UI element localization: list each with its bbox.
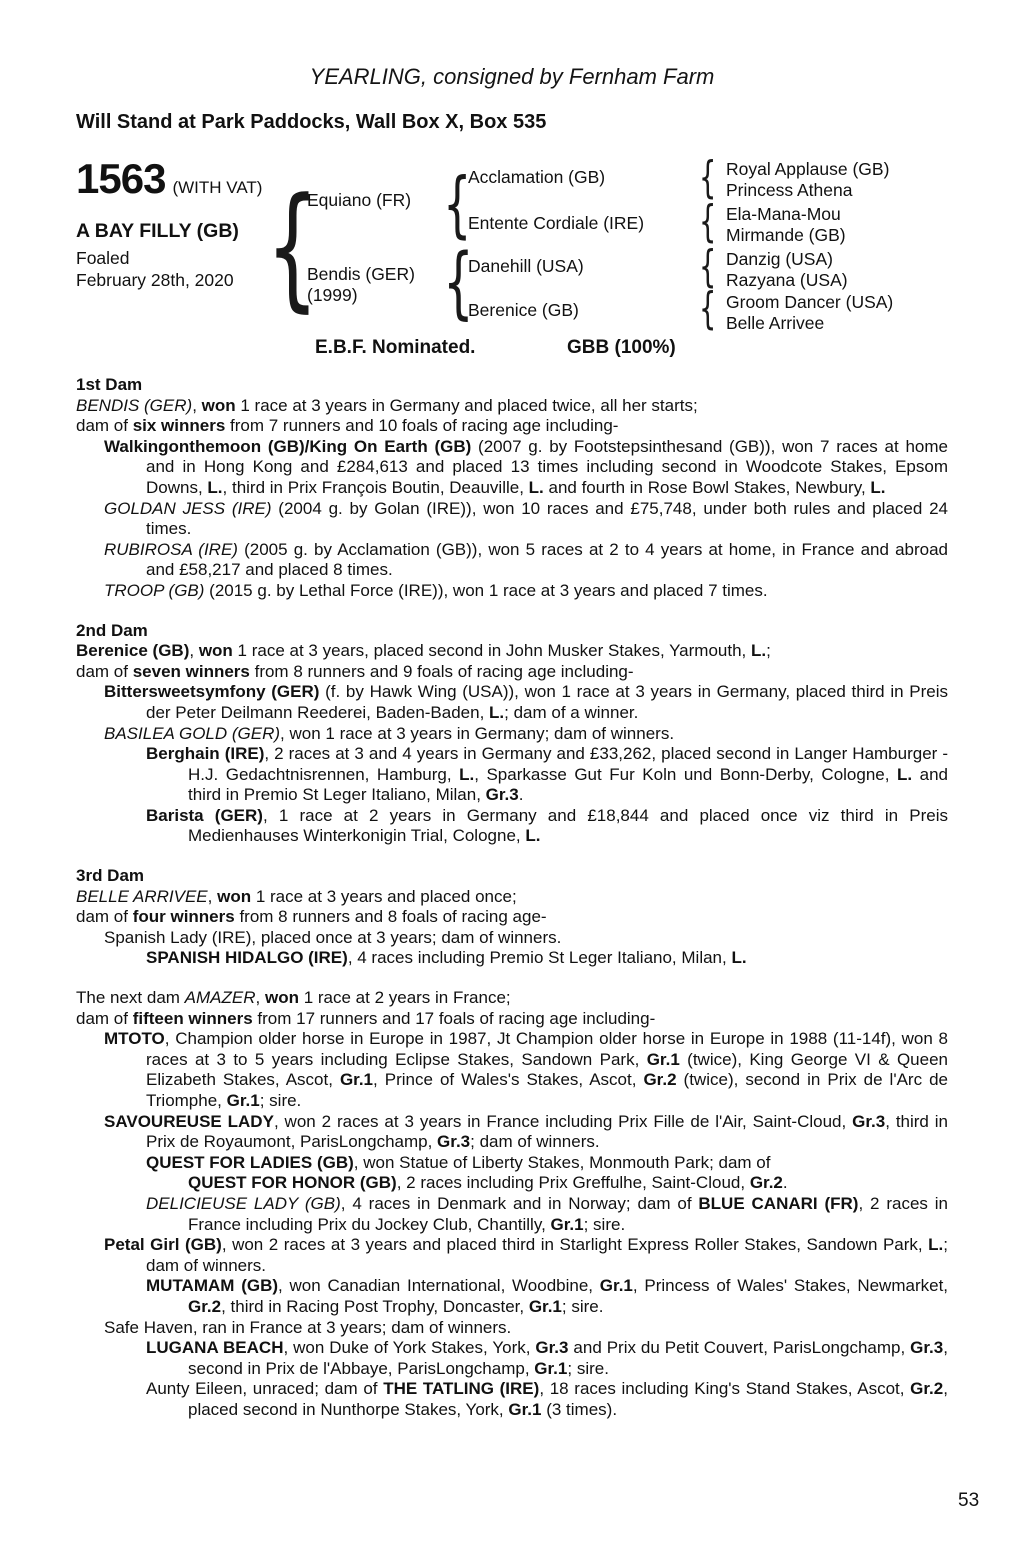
catalogue-paragraph: Walkingonthemoon (GB)/King On Earth (GB) (2007 g. by Footstepsinthesand (GB)), won 7 races at home and in Hong Kong and £284,613 and placed 13 times including second in Woodcote Stakes, Epsom Downs, L., third in Prix François Boutin, Deauville, L. and fourth in Rose Bowl Stakes, Newbury, L. [104, 436, 949, 497]
pedigree-great-grandparent: Princess Athena [726, 180, 853, 200]
foaled-label: Foaled [76, 248, 130, 268]
catalogue-paragraph: SPANISH HIDALGO (IRE), 4 races including Premio St Leger Italiano, Milan, L. [146, 948, 747, 968]
catalogue-paragraph: LUGANA BEACH, won Duke of York Stakes, York, Gr.3 and Prix du Petit Couvert, ParisLongchamp, Gr.3, second in Prix de l'Abbaye, ParisLongchamp, Gr.1; sire. [146, 1338, 948, 1378]
pedigree-brace-dam-granddam [699, 287, 716, 331]
dam-section [76, 375, 948, 602]
stand-location: Will Stand at Park Paddocks, Wall Box X, Box 535 [76, 111, 547, 133]
catalogue-paragraph: BENDIS (GER), won 1 race at 3 years in Germany and placed twice, all her starts; [76, 395, 698, 415]
catalogue-paragraph: Aunty Eileen, unraced; dam of THE TATLING (IRE), 18 races including King's Stand Stakes, Ascot, Gr.2, placed second in Nunthorpe Stakes, York, Gr.1 (3 times). [146, 1379, 948, 1419]
pedigree-sire: Equiano (FR) [307, 190, 412, 210]
pedigree-dam: Bendis (GER) [307, 264, 415, 284]
catalogue-paragraph: dam of four winners from 8 runners and 8 foals of racing age- [76, 907, 547, 927]
pedigree-brace-sire-granddam [699, 200, 716, 244]
lot-number: 1563 [76, 155, 166, 202]
consignment-title: YEARLING, consigned by Fernham Farm [309, 64, 715, 89]
catalogue-paragraph: dam of seven winners from 8 runners and 9 foals of racing age including- [76, 661, 634, 681]
pedigree-great-grandparent: Royal Applause (GB) [726, 159, 890, 179]
catalogue-paragraph: BELLE ARRIVEE, won 1 race at 3 years and placed once; [76, 886, 517, 906]
catalogue-paragraph: Barista (GER), 1 race at 2 years in Germany and £18,844 and placed once viz third in Preis Medienhauses Winterkonigin Trial, Cologne, L. [146, 805, 949, 846]
pedigree-great-grandparent: Mirmande (GB) [726, 225, 846, 245]
pedigree-sire-dam: Entente Cordiale (IRE) [468, 213, 645, 233]
catalogue-paragraph: dam of fifteen winners from 17 runners and 17 foals of racing age including- [76, 1008, 656, 1028]
catalogue-paragraph: RUBIROSA (IRE) (2005 g. by Acclamation (GB)), won 5 races at 2 to 4 years at home, in France and abroad and £58,217 and placed 8 times. [104, 539, 949, 580]
catalogue-paragraph: QUEST FOR HONOR (GB), 2 races including Prix Greffulhe, Saint-Cloud, Gr.2. [188, 1173, 788, 1193]
horse-description: A BAY FILLY (GB) [76, 220, 239, 242]
pedigree-sire-sire: Acclamation (GB) [468, 167, 606, 187]
catalogue-paragraph: QUEST FOR LADIES (GB), won Statue of Liberty Stakes, Monmouth Park; dam of [146, 1152, 771, 1172]
lot-header [76, 155, 263, 202]
pedigree-great-grandparent: Belle Arrivee [726, 313, 825, 333]
pedigree-dam-year: (1999) [307, 285, 358, 305]
pedigree-great-grandparent: Ela-Mana-Mou [726, 204, 841, 224]
catalogue-paragraph: BASILEA GOLD (GER), won 1 race at 3 years in Germany; dam of winners. [104, 723, 675, 743]
catalogue-paragraph: MUTAMAM (GB), won Canadian International, Woodbine, Gr.1, Princess of Wales' Stakes, Newmarket, Gr.2, third in Racing Post Trophy, Doncaster, Gr.1; sire. [146, 1276, 949, 1316]
pedigree-great-grandparent: Danzig (USA) [726, 249, 833, 269]
section-heading: 2nd Dam [76, 620, 148, 640]
section-heading: 1st Dam [76, 375, 143, 394]
section-heading: 3rd Dam [76, 866, 145, 886]
pedigree-dam-dam: Berenice (GB) [468, 300, 579, 320]
foaled-date: February 28th, 2020 [76, 270, 234, 290]
catalogue-paragraph: The next dam AMAZER, won 1 race at 2 years in France; [76, 988, 511, 1008]
catalogue-paragraph: Safe Haven, ran in France at 3 years; dam of winners. [104, 1317, 512, 1337]
catalogue-paragraph: SAVOUREUSE LADY, won 2 races at 3 years in France including Prix Fille de l'Air, Saint-Cloud, Gr.3, third in Prix de Royaumont, ParisLongchamp, Gr.3; dam of winners. [104, 1111, 949, 1152]
pedigree-dam-sire: Danehill (USA) [468, 256, 584, 276]
catalogue-paragraph: dam of six winners from 7 runners and 10 foals of racing age including- [76, 416, 619, 436]
gbb-label: GBB (100%) [567, 337, 676, 358]
catalogue-body [76, 375, 948, 1440]
dam-section [76, 988, 948, 1420]
dam-section [76, 866, 948, 969]
catalogue-paragraph: TROOP (GB) (2015 g. by Lethal Force (IRE)), won 1 race at 3 years and placed 7 times. [104, 580, 768, 600]
catalogue-paragraph: GOLDAN JESS (IRE) (2004 g. by Golan (IRE)), won 10 races and £75,748, under both rules and placed 24 times. [104, 498, 948, 539]
catalogue-paragraph: DELICIEUSE LADY (GB), 4 races in Denmark and in Norway; dam of BLUE CANARI (FR), 2 races in France including Prix du Jockey Club, Chantilly, Gr.1; sire. [146, 1193, 948, 1234]
pedigree-great-grandparent: Razyana (USA) [726, 270, 848, 290]
catalogue-paragraph: Berghain (IRE), 2 races at 3 and 4 years in Germany and £33,262, placed second in Langer Hamburger - H.J. Gedachtnisrennen, Hamburg, L., Sparkasse Gut Fur Koln und Bonn-Derby, Cologne, L. and third in Premio St Leger Italiano, Milan, Gr.3. [146, 744, 949, 805]
pedigree-brace-sire-grandsire [699, 156, 716, 200]
catalogue-paragraph: Bittersweetsymfony (GER) (f. by Hawk Wing (USA)), won 1 race at 3 years in Germany, placed third in Preis der Peter Deilmann Reederei, Baden-Baden, L.; dam of a winner. [104, 682, 948, 722]
pedigree-great-grandparent: Groom Dancer (USA) [726, 292, 894, 312]
dam-section [76, 621, 948, 848]
page-number: 53 [958, 1490, 980, 1511]
ebf-nominated-label: E.B.F. Nominated. [315, 337, 476, 358]
lot-vat-note: (WITH VAT) [172, 178, 263, 197]
catalogue-paragraph: MTOTO, Champion older horse in Europe in 1987, Jt Champion older horse in Europe in 1988 (11-14f), won 8 races at 3 to 5 years including Eclipse Stakes, Sandown Park, Gr.1 (twice), King George VI & Queen Elizabeth Stakes, Ascot, Gr.1, Prince of Wales's Stakes, Ascot, Gr.2 (twice), second in Prix de l'Arc de Triomphe, Gr.1; sire. [104, 1029, 948, 1110]
catalogue-paragraph: Petal Girl (GB), won 2 races at 3 years and placed third in Starlight Express Roller Stakes, Sandown Park, L.; dam of winners. [104, 1235, 948, 1275]
catalogue-paragraph: Spanish Lady (IRE), placed once at 3 years; dam of winners. [104, 927, 562, 947]
catalogue-paragraph: Berenice (GB), won 1 race at 3 years, placed second in John Musker Stakes, Yarmouth, L.; [76, 641, 771, 661]
